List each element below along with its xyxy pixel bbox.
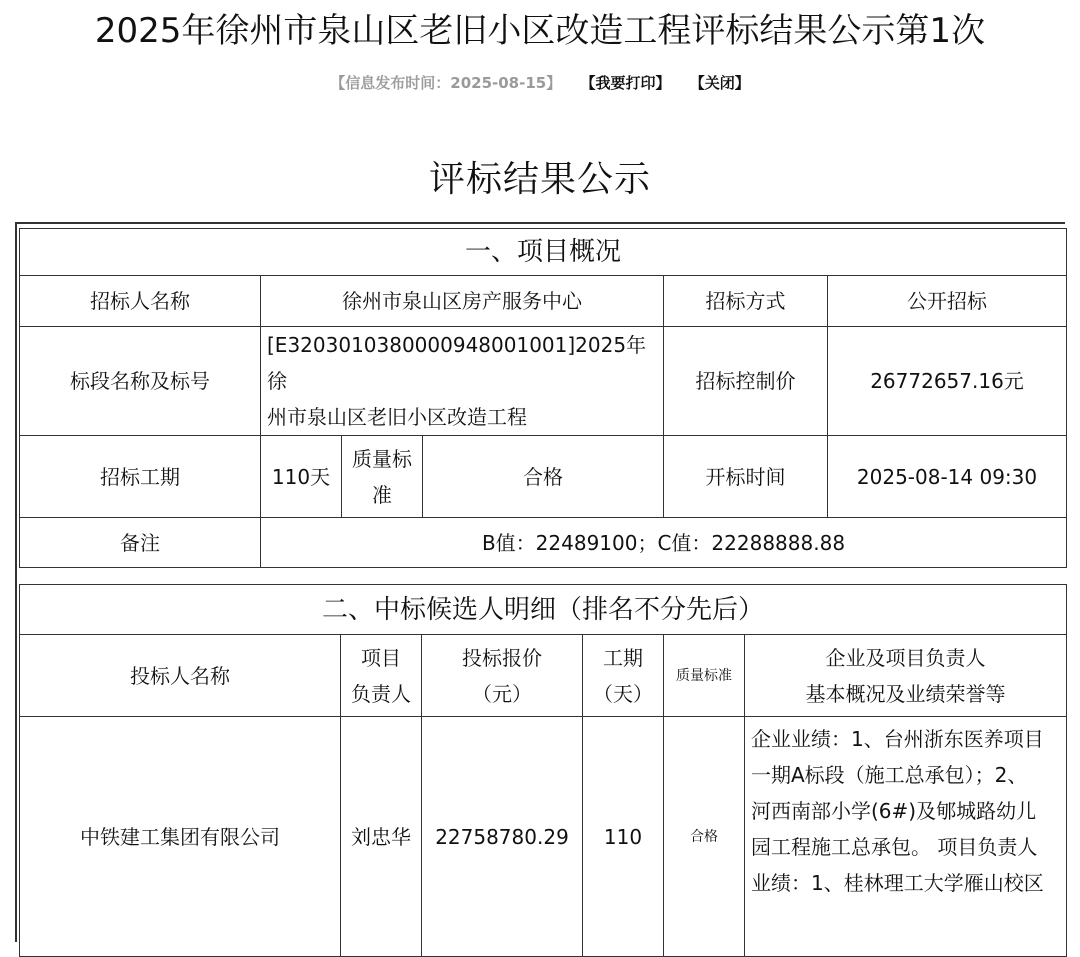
- profile-line: 业绩：1、桂林理工大学雁山校区: [751, 871, 1044, 895]
- period-label: 招标工期: [20, 436, 261, 518]
- lot-value-line: [E3203010380000948001001]2025年徐: [267, 333, 647, 393]
- header-line: （元）: [472, 681, 532, 706]
- header-quality: 质量标准: [664, 635, 745, 717]
- announcement-title: 评标结果公示: [428, 159, 651, 200]
- bid-period: 110: [583, 717, 664, 957]
- section-heading-overview: 一、项目概况: [20, 229, 1067, 276]
- header-price: [422, 635, 583, 717]
- control-price-label: 招标控制价: [664, 327, 828, 436]
- header-bidder: 投标人名称: [20, 635, 341, 717]
- print-link[interactable]: 【我要打印】: [580, 74, 671, 92]
- table-row: [20, 717, 1067, 957]
- close-link[interactable]: 【关闭】: [689, 74, 750, 92]
- profile-line: 一期A标段（施工总承包）；2、: [751, 763, 1028, 787]
- period-value: 110天: [261, 436, 342, 518]
- lot-label: 标段名称及标号: [20, 327, 261, 436]
- project-overview-table: [19, 228, 1067, 568]
- page-title: 2025年徐州市泉山区老旧小区改造工程评标结果公示第1次: [94, 11, 986, 51]
- header-line: 项目: [361, 645, 401, 670]
- profile-line: 园工程施工总承包。 项目负责人: [751, 835, 1038, 859]
- bid-price: 22758780.29: [422, 717, 583, 957]
- method-label: 招标方式: [664, 276, 828, 327]
- header-line: 企业及项目负责人: [825, 645, 986, 670]
- profile-line: 河西南部小学(6#)及郇城路幼儿: [751, 799, 1037, 823]
- section-heading-candidates: 二、中标候选人明细（排名不分先后）: [20, 585, 1067, 635]
- profile-line: 企业业绩：1、台州浙东医养项目: [751, 727, 1044, 751]
- publish-info: 【信息发布时间：2025-08-15】: [330, 74, 562, 92]
- bidder-name: 中铁建工集团有限公司: [20, 717, 341, 957]
- tenderer-label: 招标人名称: [20, 276, 261, 327]
- header-line: 工期: [603, 645, 643, 670]
- bidder-profile: [745, 717, 1067, 957]
- meta-bar: [0, 72, 1080, 94]
- quality-label-line: 质量标: [352, 446, 412, 471]
- lot-value: [261, 327, 664, 436]
- quality-label: [342, 436, 423, 518]
- header-line: （天）: [593, 681, 653, 706]
- header-line: 投标报价: [462, 645, 542, 670]
- header-profile: [745, 635, 1067, 717]
- open-time-label: 开标时间: [664, 436, 828, 518]
- header-line: 负责人: [351, 681, 411, 706]
- open-time-value: 2025-08-14 09:30: [828, 436, 1067, 518]
- header-period: [583, 635, 664, 717]
- tenderer-value: 徐州市泉山区房产服务中心: [261, 276, 664, 327]
- header-line: 基本概况及业绩荣誉等: [805, 681, 1006, 706]
- bidder-manager: 刘忠华: [341, 717, 422, 957]
- bid-quality: 合格: [664, 717, 745, 957]
- quality-value: 合格: [423, 436, 664, 518]
- remark-value: B值：22489100；C值：22288888.88: [261, 518, 1067, 568]
- lot-value-line: 州市泉山区老旧小区改造工程: [267, 405, 527, 429]
- method-value: 公开招标: [828, 276, 1067, 327]
- quality-label-line: 准: [372, 482, 392, 507]
- candidates-table: [19, 584, 1067, 957]
- control-price-value: 26772657.16元: [828, 327, 1067, 436]
- header-manager: [341, 635, 422, 717]
- remark-label: 备注: [20, 518, 261, 568]
